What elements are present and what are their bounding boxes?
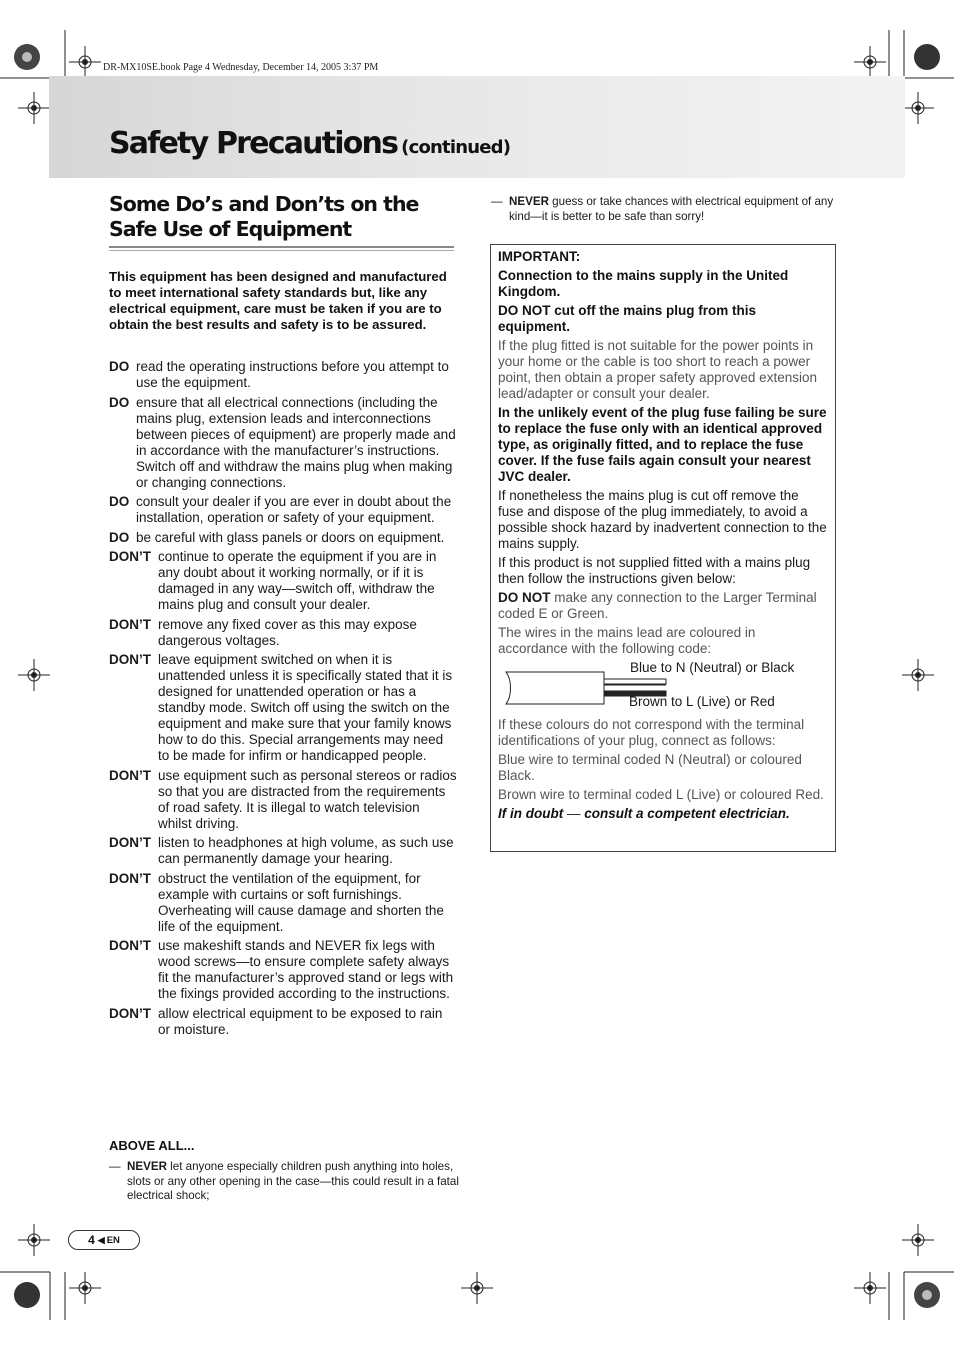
wire-label-blue: Blue to N (Neutral) or Black bbox=[630, 660, 795, 675]
print-header: DR-MX10SE.book Page 4 Wednesday, December 14, 2005 3:37 PM bbox=[103, 62, 379, 73]
page-title-main: Safety Precautions bbox=[109, 126, 398, 161]
rule-text: use makeshift stands and NEVER fix legs with wood screws—to ensure complete safety always fit the manufacturer’s approved stand or legs with the fixings provided according to the instructions. bbox=[158, 938, 454, 1001]
rule-label: DO bbox=[109, 529, 130, 545]
wire-label-brown: Brown to L (Live) or Red bbox=[629, 694, 775, 709]
never-label: NEVER bbox=[127, 1160, 167, 1173]
rule-text: remove any fixed cover as this may expose dangerous voltages. bbox=[158, 616, 417, 648]
above-all-heading: ABOVE ALL... bbox=[109, 1138, 195, 1153]
blue-wire-paragraph: Blue wire to terminal coded N (Neutral) or coloured Black. bbox=[498, 752, 802, 783]
doubt-note bbox=[498, 806, 827, 822]
important-title: IMPORTANT: bbox=[498, 249, 581, 264]
do-not-text: make any connection to the Larger Terminal coded E or Green. bbox=[498, 590, 817, 621]
do-not-label: DO NOT bbox=[498, 590, 551, 605]
rule-text: continue to operate the equipment if you are in any doubt about it working normally, or if it is damaged in any way—switch off, withdraw the mains plug and consult your dealer. bbox=[158, 549, 437, 612]
rule-label: DO bbox=[109, 359, 130, 374]
rule-item bbox=[109, 494, 457, 526]
never-note-right bbox=[491, 195, 836, 224]
title-banner bbox=[49, 76, 905, 178]
intro-paragraph: This equipment has been designed and manufactured to meet international safety standards but, like any electrical equipment, care must be taken if you are to obtain the best results and safety is to be assured. bbox=[109, 269, 447, 332]
never-note-right-text bbox=[509, 195, 836, 224]
page-title bbox=[109, 126, 510, 161]
rule-item bbox=[109, 871, 457, 935]
language-code: EN bbox=[106, 1234, 120, 1246]
rule-text: obstruct the ventilation of the equipment, for example with curtains or soft furnishings. Overheating will cause damage and shorten the life of the equipment. bbox=[158, 870, 444, 934]
doubt-a: If in doubt bbox=[498, 806, 564, 821]
rule-label: DON’T bbox=[109, 616, 151, 632]
never-text: guess or take chances with electrical equipment of any kind—it is better to be safe than sorry! bbox=[509, 195, 834, 223]
page-number: 4 bbox=[88, 1233, 95, 1247]
rule-item bbox=[109, 530, 457, 546]
rule-text: consult your dealer if you are ever in doubt about the installation, operation or safety of your equipment. bbox=[136, 494, 452, 525]
rule-label: DON’T bbox=[109, 938, 151, 953]
rule-item bbox=[109, 652, 457, 764]
rule-text: be careful with glass panels or doors on equipment. bbox=[136, 529, 445, 545]
not-supplied-paragraph: If this product is not supplied fitted with a mains plug then follow the instructions given below: bbox=[498, 555, 811, 586]
important-box bbox=[490, 244, 836, 852]
rule-label: DON’T bbox=[109, 652, 151, 667]
unsuitable-plug-paragraph: If the plug fitted is not suitable for the power points in your home or the cable is too short to reach a power point, then obtain a proper safety approved extension lead/adapter or consult your dealer. bbox=[498, 338, 817, 401]
note-dash: — bbox=[491, 195, 503, 208]
page-number-badge bbox=[68, 1230, 140, 1250]
section-rule bbox=[109, 246, 454, 251]
rule-label: DON’T bbox=[109, 549, 151, 564]
connection-heading: Connection to the mains supply in the United Kingdom. bbox=[498, 268, 789, 299]
wires-paragraph: The wires in the mains lead are coloured in accordance with the following code: bbox=[498, 625, 756, 656]
rule-label: DON’T bbox=[109, 835, 151, 850]
rule-item bbox=[109, 938, 457, 1002]
rule-label: DON’T bbox=[109, 1005, 151, 1021]
left-arrow-icon: ◀ bbox=[97, 1234, 105, 1245]
rule-label: DON’T bbox=[109, 870, 151, 886]
section-title: Some Do’s and Don’ts on the Safe Use of Equipment bbox=[109, 192, 419, 241]
rule-label: DO bbox=[109, 394, 130, 410]
rule-text: use equipment such as personal stereos or radios so that you are distracted from the requirements of road safety. It is illegal to watch television whilst driving. bbox=[158, 767, 457, 831]
page-title-continued: (continued) bbox=[401, 137, 511, 158]
note-dash: — bbox=[109, 1160, 121, 1173]
rule-label: DON’T bbox=[109, 767, 151, 783]
rule-item bbox=[109, 768, 457, 832]
fuse-paragraph: In the unlikely event of the plug fuse failing be sure to replace the fuse only with an identical approved type, as originally fitted, and to replace the fuse cover. If the fuse fails again consult your nearest JVC dealer. bbox=[498, 405, 827, 484]
rule-item bbox=[109, 835, 457, 867]
wire-diagram bbox=[498, 660, 827, 714]
rule-text: listen to headphones at high volume, as such use can permanently damage your hearing. bbox=[158, 835, 454, 866]
colours-paragraph: If these colours do not correspond with the terminal identifications of your plug, connect as follows: bbox=[498, 717, 805, 748]
never-note-left-text bbox=[127, 1160, 459, 1204]
rule-text: leave equipment switched on when it is unattended unless it is specifically stated that it is designed for unattended operation or has a standby mode. Switch off using the switch on the equipment and make sure that your family knows how to do this. Special arrangements may need to be made for infirm or handicapped people. bbox=[158, 652, 453, 763]
never-text: let anyone especially children push anything into holes, slots or any other opening in the case—this could result in a fatal electrical shock; bbox=[127, 1160, 459, 1202]
doubt-dash: — bbox=[563, 806, 585, 821]
rule-item bbox=[109, 395, 457, 491]
do-dont-list bbox=[109, 359, 457, 1041]
rule-item bbox=[109, 359, 457, 391]
cut-plug-paragraph: If nonetheless the mains plug is cut off remove the fuse and dispose of the plug immediately, to avoid a possible shock hazard by inadvertent connection to the mains supply. bbox=[498, 488, 827, 551]
rule-text: allow electrical equipment to be exposed to rain or moisture. bbox=[158, 1005, 443, 1037]
rule-text: ensure that all electrical connections (including the mains plug, extension leads and interconnections between pieces of equipment) are properly made and in accordance with the manufacturer’s instructions. Switch off and withdraw the mains plug when making or changing connections. bbox=[136, 394, 456, 490]
rule-label: DO bbox=[109, 494, 130, 509]
rule-item bbox=[109, 549, 457, 613]
rule-item bbox=[109, 1006, 457, 1038]
rule-item bbox=[109, 617, 457, 649]
do-not-cut-heading: DO NOT cut off the mains plug from this equipment. bbox=[498, 303, 756, 334]
never-note-left bbox=[109, 1160, 459, 1204]
never-label: NEVER bbox=[509, 195, 549, 208]
rule-text: read the operating instructions before you attempt to use the equipment. bbox=[136, 359, 449, 390]
brown-wire-paragraph: Brown wire to terminal coded L (Live) or coloured Red. bbox=[498, 787, 824, 802]
do-not-connect-paragraph bbox=[498, 590, 827, 622]
doubt-b: consult a competent electrician. bbox=[584, 806, 790, 821]
